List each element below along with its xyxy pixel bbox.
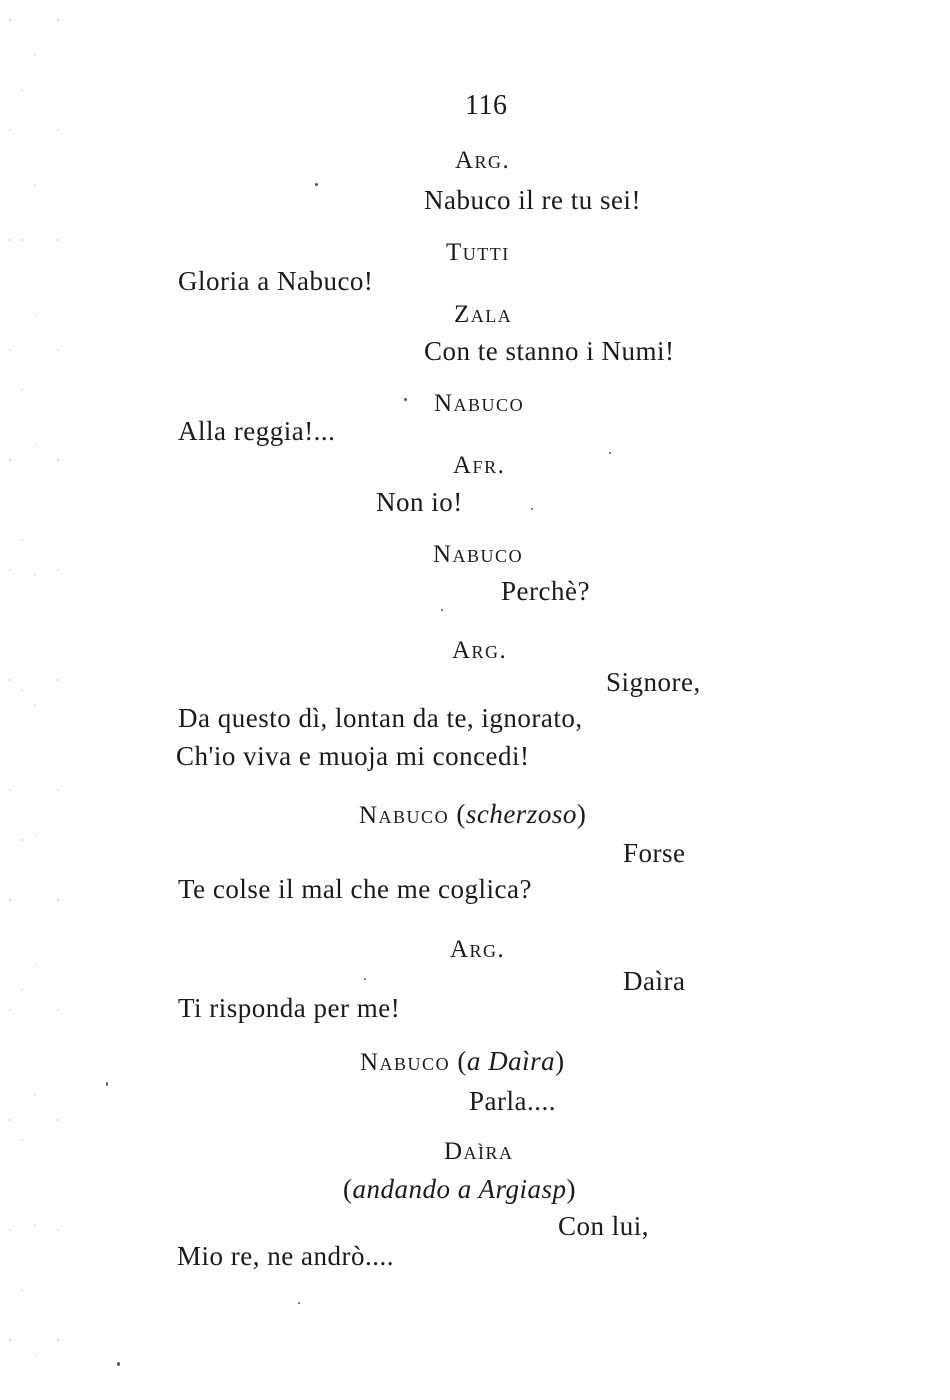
- verse-line: Parla....: [469, 1086, 556, 1116]
- stage-direction: scherzoso: [465, 799, 577, 829]
- verse-line: Con lui,: [558, 1211, 650, 1241]
- scan-speck: [106, 1082, 108, 1086]
- verse-line: Alla reggia!...: [178, 416, 336, 446]
- stage-direction: andando a Argiasp: [352, 1174, 567, 1204]
- verse-line: Nabuco il re tu sei!: [424, 185, 641, 215]
- speaker-nabuco: Nabuco: [360, 1049, 451, 1076]
- verse-line: Ti risponda per me!: [178, 993, 401, 1023]
- verse-line: Te colse il mal che me coglica?: [178, 874, 532, 904]
- speaker-afr: Afr.: [453, 452, 506, 479]
- scan-speck: [441, 609, 443, 611]
- verse-line: Non io!: [376, 487, 463, 517]
- scan-edge-noise: [0, 0, 60, 1400]
- verse-line: Con te stanno i Numi!: [424, 336, 675, 366]
- scan-speck: [315, 183, 318, 186]
- speaker-nabuco: Nabuco: [359, 802, 450, 829]
- verse-line: Daìra: [623, 966, 686, 996]
- verse-line: Signore,: [606, 667, 701, 697]
- verse-line: Ch'io viva e muoja mi concedi!: [176, 741, 530, 771]
- verse-line: Mio re, ne andrò....: [177, 1241, 394, 1271]
- page-number: 116: [465, 90, 508, 121]
- speaker-nabuco: Nabuco: [433, 541, 524, 568]
- scan-speck: [609, 452, 611, 454]
- scan-speck: [117, 1362, 120, 1366]
- scan-speck: [298, 1302, 300, 1304]
- speaker-arg: Arg.: [452, 637, 508, 664]
- speaker-tutti: Tutti: [446, 239, 510, 266]
- speaker-with-direction: Nabuco (a Daìra): [360, 1046, 565, 1076]
- scan-speck: [404, 398, 407, 401]
- scan-speck: [531, 508, 533, 510]
- stage-direction-line: (andando a Argiasp): [343, 1174, 577, 1204]
- stage-direction: a Daìra: [466, 1046, 556, 1076]
- verse-line: Forse: [623, 838, 686, 868]
- speaker-daira: Daìra: [444, 1138, 514, 1165]
- speaker-zala: Zala: [454, 301, 513, 328]
- verse-line: Perchè?: [501, 576, 590, 606]
- verse-line: Gloria a Nabuco!: [178, 266, 374, 296]
- speaker-nabuco: Nabuco: [434, 390, 525, 417]
- scan-speck: [364, 978, 366, 980]
- verse-line: Da questo dì, lontan da te, ignorato,: [178, 703, 583, 733]
- speaker-with-direction: Nabuco (scherzoso): [359, 799, 587, 829]
- speaker-arg: Arg.: [450, 936, 506, 963]
- speaker-arg: Arg.: [455, 147, 511, 174]
